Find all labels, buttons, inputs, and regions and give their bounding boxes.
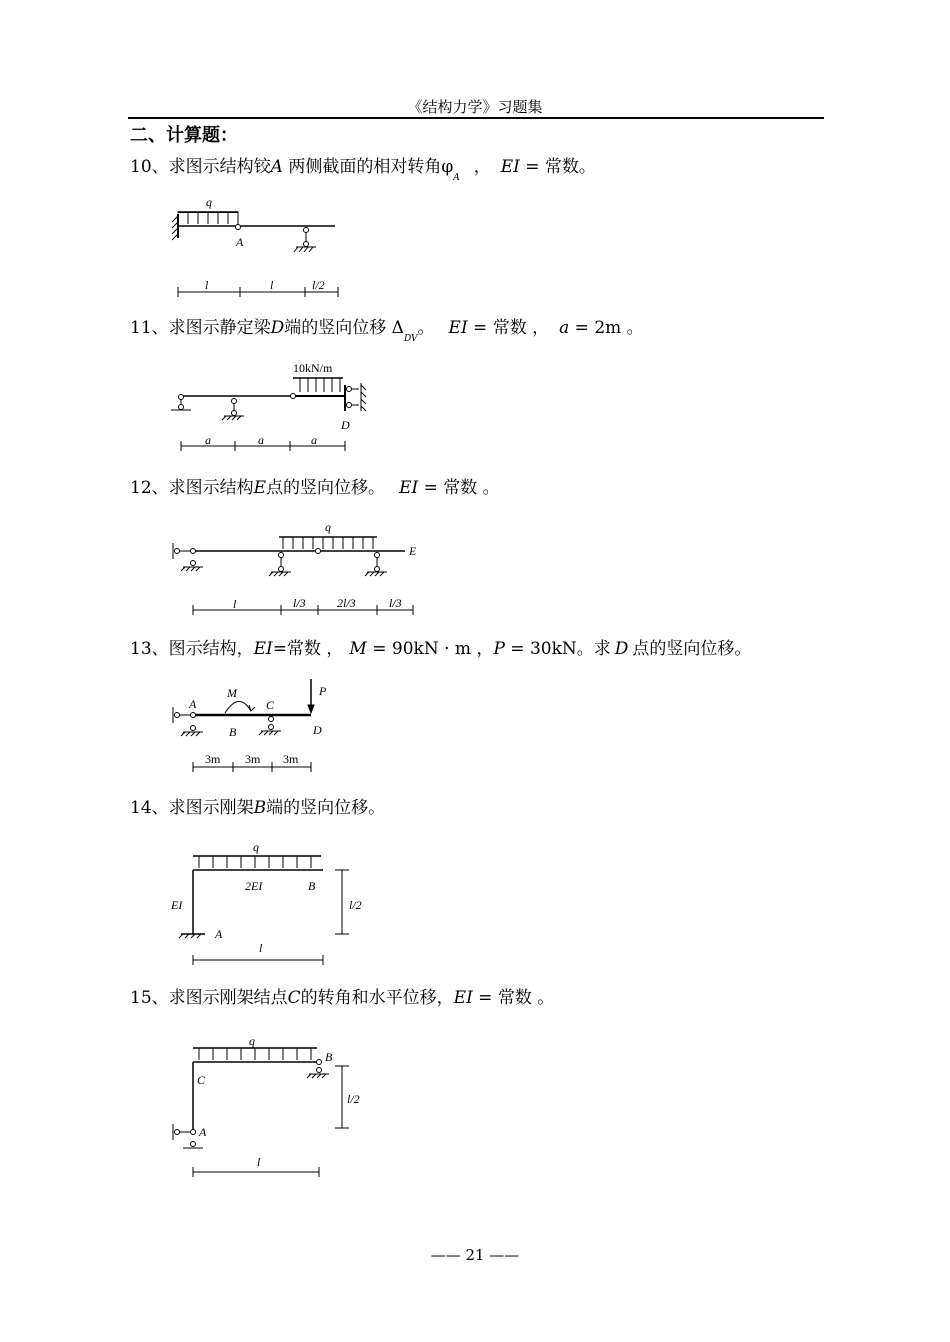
svg-text:q: q [253,840,259,854]
figure-11 [165,355,385,465]
svg-text:l: l [257,1155,261,1169]
dim-2: l [270,278,274,292]
figure-10 [160,190,360,305]
svg-text:l: l [233,597,237,611]
question-13: 13、图示结构，EI=常数 ， M = 90kN · m ，P = 30kN。求 D 点的竖向位移。 [130,639,752,659]
svg-text:B: B [308,879,316,893]
running-header: 《结构力学》习题集 [407,98,543,116]
label-E: E [409,544,417,558]
svg-text:P: P [319,684,327,698]
dim-3: l/2 [312,278,325,292]
svg-text:l/3: l/3 [293,596,306,610]
svg-text:a: a [205,433,211,447]
page-number: —— 21 —— [430,1246,520,1264]
svg-text:A: A [199,1125,207,1139]
question-14: 14、求图示刚架B端的竖向位移。 [130,798,386,818]
svg-text:q: q [325,520,331,534]
question-11: 11、求图示静定梁D端的竖向位移 $\Delta_{DV}$。 EI = 常数 ， a = 2m 。 [130,318,644,344]
svg-text:A: A [215,927,223,941]
svg-text:D: D [313,723,322,737]
section-title: 二、计算题： [130,125,238,146]
svg-text:M: M [227,686,237,700]
svg-text:3m: 3m [245,752,261,766]
svg-text:l/2: l/2 [347,1092,360,1106]
svg-text:a: a [258,433,264,447]
svg-text:l/3: l/3 [389,596,402,610]
svg-text:3m: 3m [283,752,299,766]
svg-text:l: l [259,941,263,955]
header-rule [128,117,824,119]
figure-14 [165,838,385,968]
svg-text:A: A [189,697,197,711]
question-15: 15、求图示刚架结点C的转角和水平位移，EI = 常数 。 [130,988,555,1008]
q-number: 10、 [130,157,169,177]
svg-text:2EI: 2EI [245,879,263,893]
svg-text:l/2: l/2 [349,898,362,912]
svg-text:C: C [266,698,275,712]
question-12: 12、求图示结构E点的竖向位移。 EI = 常数 。 [130,478,500,498]
question-10: 10、求图示结构铰A 两侧截面的相对转角$\varphi_A$， EI = 常数。 [130,157,596,183]
figure-15 [165,1030,385,1180]
svg-text:a: a [311,433,317,447]
svg-text:B: B [229,725,237,739]
svg-text:3m: 3m [205,752,221,766]
svg-text:q: q [249,1034,255,1048]
label-load: 10kN/m [293,361,333,375]
svg-text:C: C [197,1073,206,1087]
svg-text:EI: EI [171,898,183,912]
label-D: D [341,418,350,432]
svg-text:2l/3: 2l/3 [337,596,356,610]
figure-12 [165,515,435,620]
label-q: q [206,195,212,209]
label-A: A [236,235,244,249]
dim-1: l [205,278,209,292]
figure-13 [165,675,345,780]
svg-text:B: B [325,1050,333,1064]
